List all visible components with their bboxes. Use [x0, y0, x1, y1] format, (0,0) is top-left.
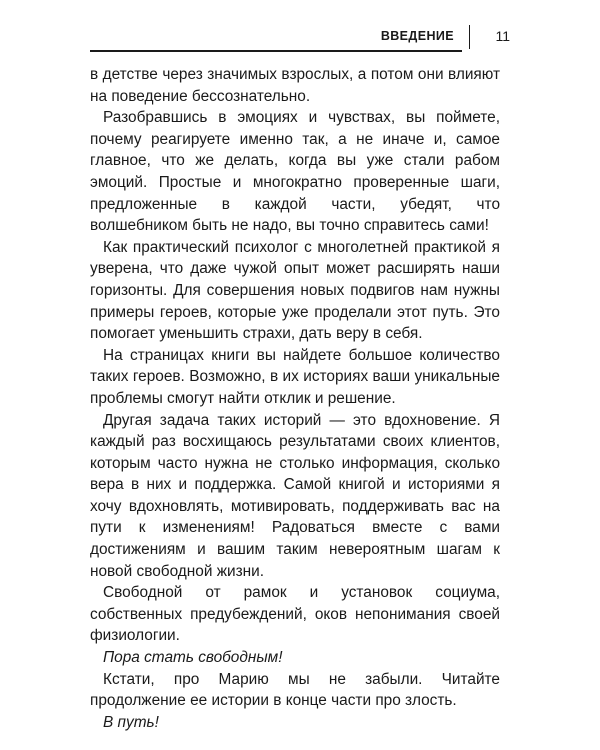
paragraph: в детстве через значимых взрослых, а потом они влияют на поведение бессознательно. [90, 66, 500, 105]
italic-paragraph: В путь! [103, 713, 159, 731]
body-text [90, 64, 500, 733]
paragraph: Как практический психолог с многолетней практикой я уверена, что даже чужой опыт может расширять наши горизонты. Для совершения новых подвигов нам нужны примеры героев, которые уже проделали этот путь. Это помогает уменьшить страхи, дать веру в себя. [90, 238, 500, 343]
header-rule [90, 50, 462, 52]
paragraph: Другая задача таких историй — это вдохновение. Я каждый раз восхищаюсь результатами своих клиентов, которым часто нужна не столько информация, сколько вера в них и поддержка. Самой книгой и историями я хочу вдохновлять, мотивировать, поддерживать вас на пути к изменениям! Радоваться вместе с вами достижениям и вашим таким невероятным шагам к новой свободной жизни. [90, 411, 500, 580]
paragraph: Свободной от рамок и установок социума, собственных предубеждений, оков непонимания своей физиологии. [90, 584, 500, 645]
header-divider [469, 25, 471, 49]
italic-paragraph: Пора стать свободным! [103, 649, 283, 667]
paragraph: Разобравшись в эмоциях и чувствах, вы поймете, почему реагируете именно так, а не иначе и, самое главное, что же делать, когда вы уже стали рабом эмоций. Простые и многократно проверенные шаги, предложенные в каждой части, убедят, что волшебником быть не надо, вы точно справитесь сами! [90, 109, 500, 235]
paragraph: Кстати, про Марию мы не забыли. Читайте продолжение ее истории в конце части про злость. [90, 670, 500, 710]
page-number: 11 [495, 28, 510, 44]
section-name: ВВЕДЕНИЕ [380, 29, 454, 43]
paragraph: На страницах книги вы найдете большое количество таких героев. Возможно, в их историях ваши уникальные проблемы смогут найти отклик и решение. [90, 346, 500, 407]
running-head [90, 25, 510, 51]
